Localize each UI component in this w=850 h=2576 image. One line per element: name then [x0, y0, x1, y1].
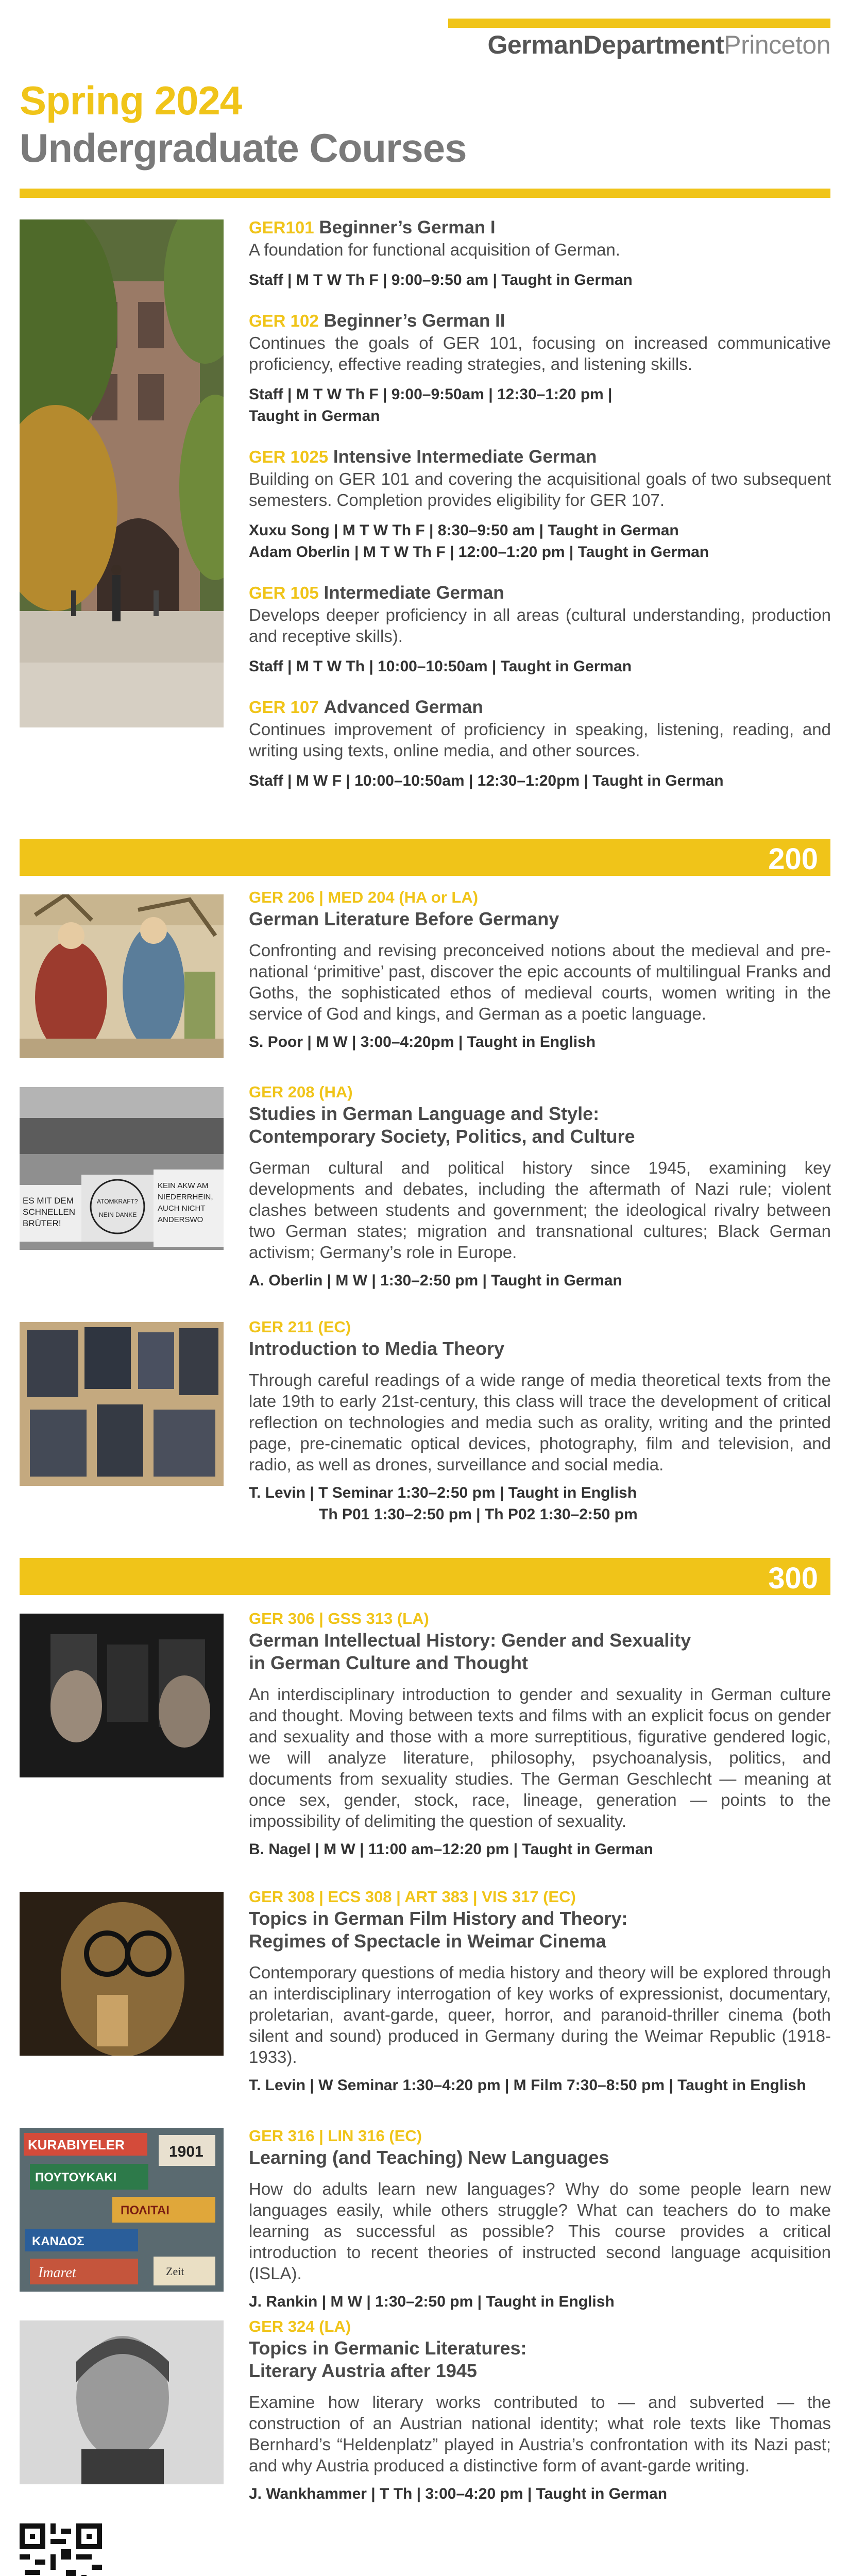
course-title: Beginner’s German I — [319, 217, 496, 238]
media-collage-photo — [20, 1322, 224, 1486]
sign-4-text: ΠΟΛΙΤΑΙ — [121, 2204, 169, 2217]
logo-part-princeton: Princeton — [724, 30, 830, 59]
course-subtitle: Contemporary Society, Politics, and Culture — [249, 1126, 635, 1147]
course-ger208[interactable] — [249, 1082, 831, 1292]
course-code: GER 306 | GSS 313 (LA) — [249, 1609, 429, 1628]
course-title: Advanced German — [324, 697, 483, 717]
course-code: GER 316 | LIN 316 (EC) — [249, 2127, 422, 2145]
sign-1-text: KURABIYELER — [28, 2137, 125, 2153]
course-description: Contemporary questions of media history and theory will be explored through an interdisciplinary interrogation of key works of expressionist, documentary, proletarian, avant-garde, queer, horror, and paranoid-thriller cinema (both silent and sound) produced in Germany during the Weimar Republic (1918-1933). — [249, 1963, 831, 2066]
page-title-term: Spring 2024 — [20, 78, 242, 123]
course-title: German Literature Before Germany — [249, 908, 559, 929]
title-rule — [20, 189, 830, 198]
sign-3-text: ΠΟΥΤΟΥΚΑΚΙ — [35, 2171, 117, 2184]
course-schedule: Staff | M T W Th F | 9:00–9:50 am | Taught in German — [249, 272, 633, 289]
course-code: GER 211 (EC) — [249, 1318, 351, 1336]
course-code: GER 1025 — [249, 447, 329, 466]
course-subtitle: Regimes of Spectacle in Weimar Cinema — [249, 1930, 606, 1952]
mirror-faces-photo — [20, 1614, 224, 1777]
sign-6-text: Imaret — [38, 2265, 76, 2281]
course-code: GER 105 — [249, 583, 319, 602]
course-code: GER 324 (LA) — [249, 2317, 351, 2335]
course-title: Topics in German Film History and Theory: — [249, 1908, 628, 1929]
level-200-bar — [20, 839, 830, 876]
film-still-photo — [20, 1892, 224, 2056]
course-description: Confronting and revising preconceived notions about the medieval and pre-national ‘primitive’ past, discover the epic accounts of multilingual Franks and Goths, the sophisticated ethos of medieval courts, women writing in the service of God and kings, and German as a poetic language. — [249, 941, 831, 1023]
course-code: GER 308 | ECS 308 | ART 383 | VIS 317 (EC) — [249, 1888, 576, 1906]
schedule-line: T. Levin | T Seminar 1:30–2:50 pm | Taught in English — [249, 1484, 637, 1501]
course-ger101[interactable] — [249, 216, 831, 291]
course-schedule: Staff | M W F | 10:00–10:50am | 12:30–1:20pm | Taught in German — [249, 772, 724, 789]
course-title: Topics in Germanic Literatures: — [249, 2337, 527, 2359]
campus-photo — [20, 219, 224, 727]
course-description: An interdisciplinary introduction to gender and sexuality in German culture and thought. Moving between texts and films with an explicit focus on gender and sexuality and those with a more surreptitious, figurative gendered logic, we will analyze literature, philosophy, psychoanalysis, politics, and documents from sexuality studies. The German Geschlecht — meaning at once sex, gender, stock, race, lineage, generation — points to the impossibility of delimiting the question of sexuality. — [249, 1685, 831, 1831]
schedule-line: Taught in German — [249, 408, 380, 425]
sign-5-text: ΚΑΝΔΟΣ — [32, 2234, 84, 2248]
course-description: Building on GER 101 and covering the acquisitional goals of two subsequent semesters. Completion provides eligibility for GER 107. — [249, 469, 831, 510]
banner-2-text: ATOMKRAFT? NEIN DANKE — [97, 1198, 138, 1218]
course-ger1025[interactable] — [249, 446, 831, 563]
course-ger308[interactable] — [249, 1887, 831, 2096]
level-300-label: 300 — [768, 1562, 818, 1595]
course-ger105[interactable] — [249, 582, 831, 677]
course-schedule: J. Wankhammer | T Th | 3:00–4:20 pm | Taught in German — [249, 2485, 668, 2502]
course-schedule: A. Oberlin | M W | 1:30–2:50 pm | Taught in German — [249, 1272, 622, 1289]
course-title: Intensive Intermediate German — [333, 447, 597, 467]
schedule-line: Staff | M T W Th F | 9:00–9:50am | 12:30–1:20 pm | — [249, 386, 613, 403]
course-code: GER 102 — [249, 311, 319, 330]
level-200-label: 200 — [768, 842, 818, 876]
course-ger206[interactable] — [249, 887, 831, 1053]
protest-photo — [20, 1087, 224, 1250]
schedule-line: Adam Oberlin | M T W Th F | 12:00–1:20 pm | Taught in German — [249, 544, 709, 561]
course-description: Through careful readings of a wide range of media theoretical texts from the late 19th to early 21st-century, this class will trace the development of critical reflection on technologies and media such as orality, writing and the printed page, pre-cinematic optical devices, photography, film and television, and radio, as well as drones, surveillance and social media. — [249, 1370, 831, 1474]
course-description: Examine how literary works contributed to — and subverted — the construction of an Austrian national identity; what role texts like Thomas Bernhard’s “Heldenplatz” played in Austria’s confrontation with its Nazi past; and why Austria produced a distinctive form of avant-garde writing. — [249, 2393, 831, 2475]
course-code: GER101 — [249, 218, 314, 237]
course-title: Introduction to Media Theory — [249, 1338, 504, 1359]
level-300-bar — [20, 1558, 830, 1595]
course-description: A foundation for functional acquisition of German. — [249, 240, 620, 259]
course-description: German cultural and political history since 1945, examining key developments and debates, including the aftermath of Nazi rule; violent clashes between students and government; the ideological rivalry between two German states; migration and transnational cultures; Black German activism; Germany’s role in Europe. — [249, 1158, 831, 1262]
course-schedule: B. Nagel | M W | 11:00 am–12:20 pm | Taught in German — [249, 1841, 653, 1858]
course-schedule — [249, 384, 831, 427]
course-code: GER 107 — [249, 698, 319, 717]
department-logo[interactable] — [487, 30, 830, 60]
banner-3-text: KEIN AKW AM NIEDERRHEIN, AUCH NICHT ANDERSWO — [158, 1181, 213, 1224]
medieval-illustration-photo — [20, 894, 224, 1058]
course-schedule: T. Levin | W Seminar 1:30–4:20 pm | M Film 7:30–8:50 pm | Taught in English — [249, 2077, 806, 2094]
author-portrait-photo — [20, 2320, 224, 2484]
course-description: Continues improvement of proficiency in speaking, listening, reading, and writing using texts, online media, and other sources. — [249, 720, 831, 760]
course-code: GER 206 | MED 204 (HA or LA) — [249, 888, 479, 906]
sign-2-text: 1901 — [169, 2143, 203, 2160]
page-title-main: Undergraduate Courses — [20, 125, 467, 171]
course-description: How do adults learn new languages? Why do some people learn new languages easily, while others struggle? What can teachers do to make learning as successful as possible? This course provides a critical introduction to recent theories of instructed second language acquisition (ISLA). — [249, 2179, 831, 2283]
course-title: Learning (and Teaching) New Languages — [249, 2147, 609, 2168]
header-accent-bar — [448, 19, 830, 28]
banner-1-text: ES MIT DEM SCHNELLEN BRÜTER! — [23, 1196, 76, 1228]
course-ger316[interactable] — [249, 2126, 831, 2313]
logo-part-german-department: GermanDepartment — [487, 30, 724, 59]
course-subtitle: Literary Austria after 1945 — [249, 2360, 477, 2381]
course-schedule: J. Rankin | M W | 1:30–2:50 pm | Taught in English — [249, 2293, 615, 2310]
course-ger211[interactable] — [249, 1317, 831, 1526]
course-ger107[interactable] — [249, 696, 831, 792]
course-ger324[interactable] — [249, 2316, 831, 2505]
schedule-line: Th P01 1:30–2:50 pm | Th P02 1:30–2:50 pm — [319, 1506, 638, 1523]
course-schedule — [249, 520, 831, 563]
course-schedule: Staff | M T W Th | 10:00–10:50am | Taught in German — [249, 658, 632, 675]
course-description: Develops deeper proficiency in all areas (cultural understanding, production and receptive skills). — [249, 605, 831, 646]
course-code: GER 208 (HA) — [249, 1083, 353, 1101]
qr-code[interactable] — [20, 2523, 102, 2576]
language-signs-photo — [20, 2128, 224, 2292]
course-title: Intermediate German — [324, 583, 504, 603]
course-ger102[interactable] — [249, 310, 831, 427]
course-title: Studies in German Language and Style: — [249, 1103, 600, 1124]
schedule-line: Xuxu Song | M T W Th F | 8:30–9:50 am | Taught in German — [249, 522, 679, 539]
course-schedule — [249, 1482, 831, 1526]
course-title: German Intellectual History: Gender and Sexuality — [249, 1630, 691, 1651]
course-schedule: S. Poor | M W | 3:00–4:20pm | Taught in English — [249, 1033, 596, 1050]
course-subtitle: in German Culture and Thought — [249, 1652, 528, 1673]
course-list-100 — [249, 216, 831, 810]
course-ger306[interactable] — [249, 1608, 831, 1860]
course-description: Continues the goals of GER 101, focusing on increased communicative proficiency, effective reading strategies, and listening skills. — [249, 333, 831, 374]
sign-7-text: Zeit — [166, 2265, 184, 2278]
course-title: Beginner’s German II — [324, 311, 505, 331]
